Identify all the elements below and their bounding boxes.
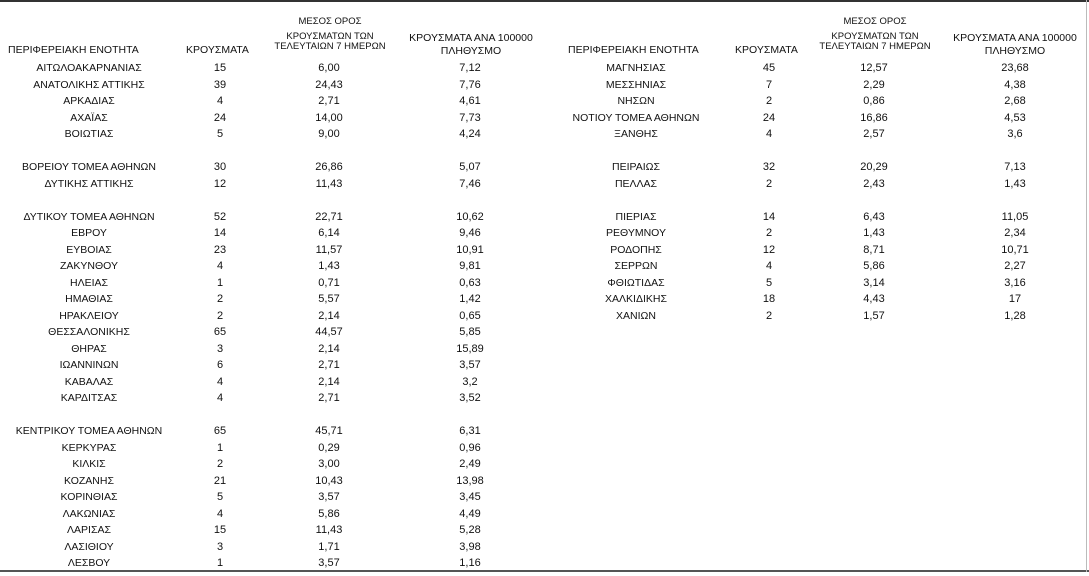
cell-cases: 4 [765,128,773,140]
cell-per100k: 4,53 [1004,111,1026,124]
cell-avg7: 2,14 [318,309,340,322]
cell-region: ΚΑΒΑΛΑΣ [64,375,114,388]
cell-per100k: 3,57 [459,359,481,371]
cell-cases: 6 [216,359,224,371]
cell-cases: 30 [213,161,227,173]
cell-avg7: 24,43 [315,78,343,91]
cell-avg7: 0,71 [318,276,340,289]
cell-region: ΑΧΑΪΑΣ [70,111,108,124]
cell-avg7: 12,57 [860,62,888,74]
cell-avg7: 1,43 [318,260,340,272]
cell-avg7: 2,71 [318,95,340,107]
cell-per100k: 15,89 [456,342,484,355]
cell-region: ΛΑΡΙΣΑΣ [67,524,111,536]
cell-region: ΑΙΤΩΛΟΑΚΑΡΝΑΝΙΑΣ [36,62,142,74]
left-header-avg7-line2: ΚΡΟΥΣΜΑΤΩΝ ΤΩΝ [286,31,374,42]
cell-per100k: 7,13 [1004,161,1026,173]
cell-cases: 1 [216,276,224,289]
left-header-avg7-line1: ΜΕΣΟΣ ΟΡΟΣ [298,16,362,27]
cell-cases: 4 [216,95,224,107]
cell-region: ΒΟΡΕΙΟΥ ΤΟΜΕΑ ΑΘΗΝΩΝ [22,161,156,173]
cell-cases: 15 [213,62,227,74]
cell-cases: 23 [213,243,227,256]
cell-cases: 2 [765,309,773,322]
cell-per100k: 10,62 [456,210,484,223]
cell-cases: 12 [213,177,227,190]
cell-avg7: 5,86 [863,260,885,272]
cell-per100k: 2,49 [459,458,481,470]
cell-avg7: 3,00 [318,458,340,470]
cell-avg7: 2,14 [318,342,340,355]
cell-avg7: 16,86 [860,111,888,124]
cell-region: ΝΟΤΙΟΥ ΤΟΜΕΑ ΑΘΗΝΩΝ [572,111,700,124]
cell-avg7: 1,71 [318,540,340,553]
cell-per100k: 7,12 [459,62,481,74]
cell-per100k: 9,46 [459,227,481,239]
cell-cases: 21 [213,474,227,487]
cell-cases: 24 [213,111,227,124]
cell-cases: 52 [213,210,227,223]
cell-cases: 12 [762,243,776,256]
cell-avg7: 2,57 [863,128,885,140]
cell-cases: 1 [216,441,224,454]
left-header-region: ΠΕΡΙΦΕΡΕΙΑΚΗ ΕΝΟΤΗΤΑ [8,44,139,56]
cell-cases: 45 [762,62,776,74]
cell-cases: 2 [765,95,773,107]
cell-region: ΛΕΣΒΟΥ [67,557,111,569]
cell-per100k: 6,31 [459,425,481,437]
right-header-per100k-line1: ΚΡΟΥΣΜΑΤΑ ΑΝΑ 100000 [953,32,1077,44]
cell-per100k: 23,68 [1001,62,1029,74]
cell-region: ΙΩΑΝΝΙΝΩΝ [59,359,119,371]
cell-cases: 5 [216,491,224,503]
cell-cases: 1 [216,557,224,569]
cell-cases: 4 [765,260,773,272]
cell-avg7: 11,43 [315,177,343,190]
cell-avg7: 0,86 [863,95,885,107]
cell-avg7: 5,57 [318,293,340,305]
left-header-per100k [398,33,544,57]
cell-cases: 65 [213,326,227,338]
cell-avg7: 14,00 [315,111,343,124]
cell-region: ΔΥΤΙΚΟΥ ΤΟΜΕΑ ΑΘΗΝΩΝ [23,210,155,223]
cell-region: ΚΑΡΔΙΤΣΑΣ [60,392,118,404]
cell-per100k: 17 [1008,293,1022,305]
cell-avg7: 5,86 [318,507,340,520]
right-edge-rule [1086,0,1087,572]
cell-avg7: 8,71 [863,243,885,256]
cell-region: ΧΑΝΙΩΝ [616,309,656,322]
cell-per100k: 13,98 [456,474,484,487]
cell-per100k: 3,2 [462,375,478,388]
cell-region: ΦΘΙΩΤΙΔΑΣ [607,276,665,289]
cell-cases: 18 [762,293,776,305]
cell-cases: 5 [765,276,773,289]
cell-region: ΧΑΛΚΙΔΙΚΗΣ [605,293,667,305]
cell-avg7: 4,43 [863,293,885,305]
cell-region: ΡΟΔΟΠΗΣ [610,243,662,256]
cell-avg7: 9,00 [318,128,340,140]
cell-region: ΕΥΒΟΙΑΣ [66,243,112,256]
cell-avg7: 44,57 [315,326,343,338]
cell-avg7: 2,29 [863,78,885,91]
cell-cases: 2 [765,177,773,190]
cell-region: ΚΟΡΙΝΘΙΑΣ [60,491,118,503]
cell-region: ΝΗΣΩΝ [617,95,655,107]
right-header-per100k-line2: ΠΛΗΘΥΣΜΟ [984,45,1046,57]
cell-avg7: 11,43 [315,524,343,536]
cell-avg7: 22,71 [315,210,343,223]
cell-avg7: 6,43 [863,210,885,223]
cell-region: ΠΙΕΡΙΑΣ [615,210,657,223]
cell-region: ΚΟΖΑΝΗΣ [64,474,114,487]
cell-region: ΑΝΑΤΟΛΙΚΗΣ ΑΤΤΙΚΗΣ [33,78,145,91]
cell-avg7: 0,29 [318,441,340,454]
cell-avg7: 1,43 [863,227,885,239]
left-header-avg7 [266,17,394,52]
cell-region: ΠΕΛΛΑΣ [614,177,658,190]
cell-cases: 65 [213,425,227,437]
cell-per100k: 3,98 [459,540,481,553]
cell-per100k: 4,49 [459,507,481,520]
cell-region: ΚΙΛΚΙΣ [72,458,106,470]
cell-avg7: 3,57 [318,557,340,569]
cell-avg7: 26,86 [315,161,343,173]
cell-region: ΖΑΚΥΝΘΟΥ [59,260,119,272]
cell-per100k: 1,42 [459,293,481,305]
cell-avg7: 1,57 [863,309,885,322]
cell-cases: 24 [762,111,776,124]
cell-cases: 14 [762,210,776,223]
cell-per100k: 4,38 [1004,78,1026,91]
right-header-avg7-line1: ΜΕΣΟΣ ΟΡΟΣ [843,16,907,27]
cell-avg7: 6,00 [318,62,340,74]
right-header-avg7 [811,17,939,52]
cell-cases: 4 [216,392,224,404]
left-header-per100k-line2: ΠΛΗΘΥΣΜΟ [440,45,502,57]
cell-per100k: 0,65 [459,309,481,322]
cell-region: ΞΑΝΘΗΣ [614,128,658,140]
cell-avg7: 11,57 [315,243,343,256]
cell-per100k: 10,91 [456,243,484,256]
cell-region: ΕΒΡΟΥ [71,227,107,239]
cell-per100k: 9,81 [459,260,481,272]
cell-per100k: 4,24 [459,128,481,140]
left-header-per100k-line1: ΚΡΟΥΣΜΑΤΑ ΑΝΑ 100000 [409,32,533,44]
cell-per100k: 3,52 [459,392,481,404]
right-header-cases: ΚΡΟΥΣΜΑΤΑ [735,44,798,56]
right-header-avg7-line2: ΚΡΟΥΣΜΑΤΩΝ ΤΩΝ [831,31,919,42]
right-header-per100k [943,33,1087,57]
cell-avg7: 3,57 [318,491,340,503]
cell-per100k: 3,6 [1007,128,1023,140]
cell-per100k: 0,96 [459,441,481,454]
cell-region: ΣΕΡΡΩΝ [614,260,658,272]
cell-cases: 3 [216,342,224,355]
cell-region: ΜΑΓΝΗΣΙΑΣ [606,62,666,74]
cell-region: ΚΕΡΚΥΡΑΣ [61,441,117,454]
cell-cases: 2 [216,293,224,305]
cell-per100k: 2,34 [1004,227,1026,239]
cell-region: ΚΕΝΤΡΙΚΟΥ ΤΟΜΕΑ ΑΘΗΝΩΝ [15,425,163,437]
cell-cases: 3 [216,540,224,553]
cell-cases: 32 [762,161,776,173]
cell-per100k: 3,45 [459,491,481,503]
cell-cases: 7 [765,78,773,91]
cell-per100k: 2,68 [1004,95,1026,107]
cell-avg7: 2,71 [318,359,340,371]
cell-cases: 2 [765,227,773,239]
cell-avg7: 10,43 [315,474,343,487]
cell-region: ΑΡΚΑΔΙΑΣ [63,95,115,107]
cell-per100k: 1,16 [459,557,481,569]
cell-per100k: 3,16 [1004,276,1026,289]
cell-region: ΡΕΘΥΜΝΟΥ [605,227,667,239]
cell-region: ΜΕΣΣΗΝΙΑΣ [605,78,667,91]
cell-region: ΗΜΑΘΙΑΣ [65,293,113,305]
cell-cases: 39 [213,78,227,91]
cell-avg7: 6,14 [318,227,340,239]
cell-per100k: 1,43 [1004,177,1026,190]
cell-avg7: 2,43 [863,177,885,190]
cell-avg7: 2,71 [318,392,340,404]
cell-region: ΠΕΙΡΑΙΩΣ [612,161,660,173]
right-header-avg7-line3: ΤΕΛΕΥΤΑΙΩΝ 7 ΗΜΕΡΩΝ [819,41,931,52]
cell-region: ΛΑΚΩΝΙΑΣ [62,507,116,520]
cell-per100k: 5,85 [459,326,481,338]
cell-cases: 2 [216,458,224,470]
cell-region: ΗΡΑΚΛΕΙΟΥ [59,309,119,322]
cell-per100k: 7,46 [459,177,481,190]
cell-region: ΛΑΣΙΘΙΟΥ [64,540,114,553]
cell-per100k: 2,27 [1004,260,1026,272]
cell-per100k: 5,07 [459,161,481,173]
cell-per100k: 1,28 [1004,309,1026,322]
cell-cases: 14 [213,227,227,239]
cell-per100k: 10,71 [1001,243,1029,256]
cell-cases: 4 [216,260,224,272]
left-header-cases: ΚΡΟΥΣΜΑΤΑ [186,44,249,56]
cell-per100k: 7,73 [459,111,481,124]
top-rule [0,0,1089,2]
cell-region: ΘΗΡΑΣ [71,342,107,355]
cell-region: ΒΟΙΩΤΙΑΣ [64,128,114,140]
cell-avg7: 45,71 [315,425,343,437]
cell-per100k: 7,76 [459,78,481,91]
cell-per100k: 11,05 [1001,210,1029,223]
cell-region: ΗΛΕΙΑΣ [69,276,109,289]
bottom-rule [0,570,1089,572]
cell-per100k: 4,61 [459,95,481,107]
cell-cases: 4 [216,507,224,520]
cell-region: ΘΕΣΣΑΛΟΝΙΚΗΣ [48,326,130,338]
cell-cases: 2 [216,309,224,322]
cell-avg7: 3,14 [863,276,885,289]
cell-avg7: 20,29 [860,161,888,173]
cell-per100k: 5,28 [459,524,481,536]
left-header-avg7-line3: ΤΕΛΕΥΤΑΙΩΝ 7 ΗΜΕΡΩΝ [274,41,386,52]
cell-per100k: 0,63 [459,276,481,289]
right-header-region: ΠΕΡΙΦΕΡΕΙΑΚΗ ΕΝΟΤΗΤΑ [568,44,699,56]
cell-cases: 4 [216,375,224,388]
cell-cases: 15 [213,524,227,536]
cell-region: ΔΥΤΙΚΗΣ ΑΤΤΙΚΗΣ [44,177,134,190]
cell-cases: 5 [216,128,224,140]
cell-avg7: 2,14 [318,375,340,388]
